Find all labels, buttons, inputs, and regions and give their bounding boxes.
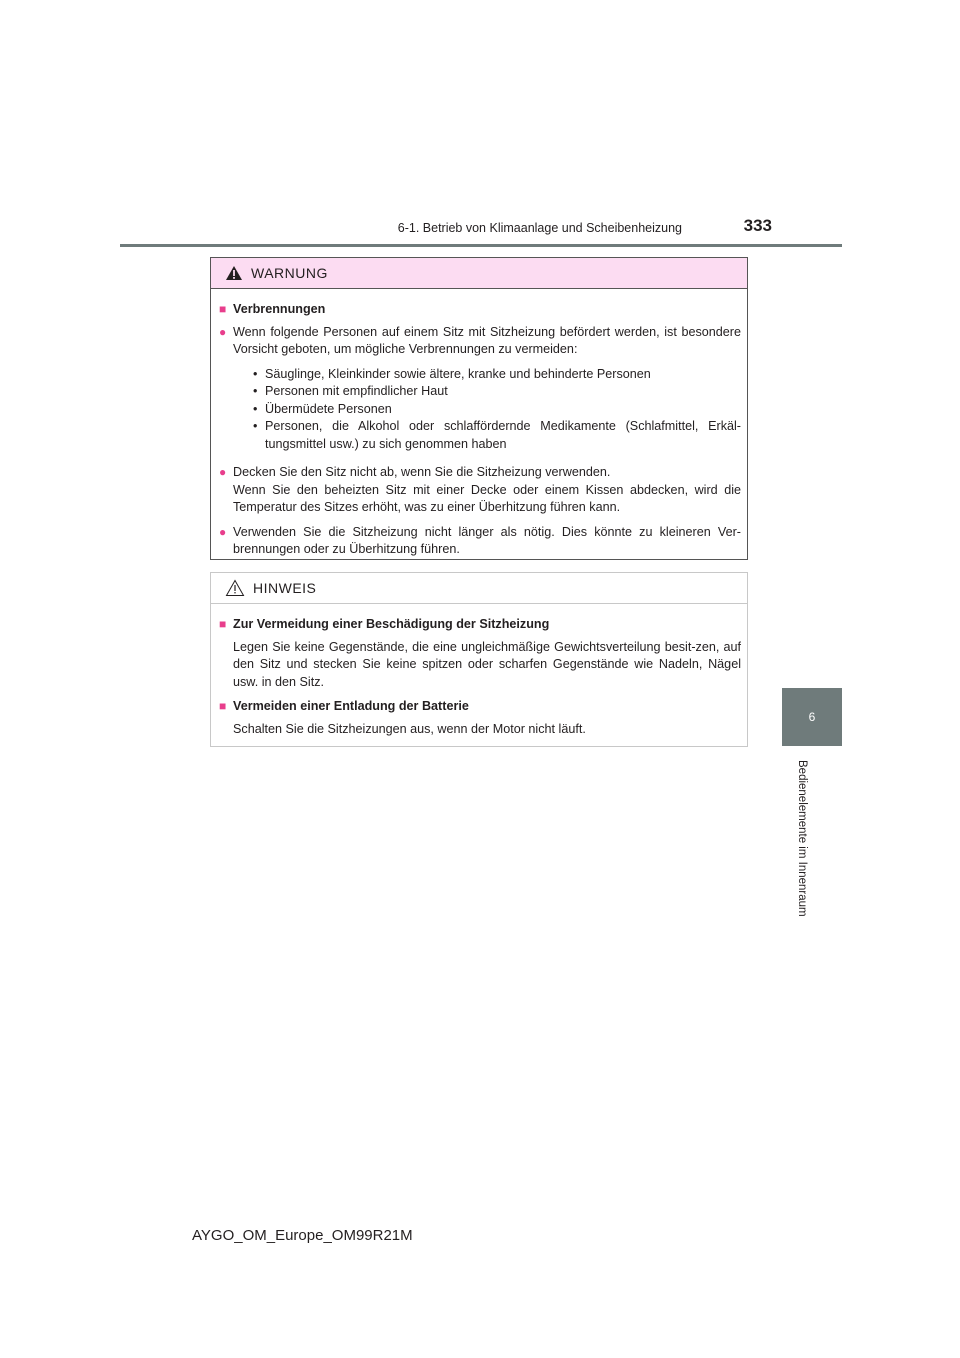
item-text: Verwenden Sie die Sitzheizung nicht länger als nötig. Dies könnte zu kleineren Ver-brennungen oder zu Überhitzung führen. [233,524,741,556]
list-item: • Säuglinge, Kleinkinder sowie ältere, kranke und behinderte Personen [233,366,741,384]
persons-list [233,366,741,454]
section-heading [219,301,741,319]
document-code: AYGO_OM_Europe_OM99R21M [192,1227,413,1244]
header-divider [120,244,842,247]
item-text: Wenn Sie den beheizten Sitz mit einer Decke oder einem Kissen abdecken, wird die Temperatur des Sitzes erhöht, was zu einer Überhitzung führen kann. [233,482,741,514]
chapter-label: Bedienelemente im Innenraum [796,760,808,917]
warning-header [211,258,747,289]
notice-header [211,573,747,604]
square-bullet-icon: ■ [219,617,227,631]
list-item: • Übermüdete Personen [233,401,741,419]
square-bullet-icon: ■ [219,302,227,316]
section-heading-text: Zur Vermeidung einer Beschädigung der Sitzheizung [233,617,550,631]
chapter-section-title: 6-1. Betrieb von Klimaanlage und Scheibenheizung [397,221,682,235]
warning-body [211,289,747,559]
notice-box [210,572,748,747]
caution-triangle-icon [225,579,245,597]
chapter-number: 6 [808,710,816,724]
circle-bullet-icon: ● [219,324,227,339]
notice-body [211,604,747,738]
circle-bullet-icon: ● [219,524,227,539]
item-text: Wenn folgende Personen auf einem Sitz mit Sitzheizung befördert werden, ist besondere Vorsicht geboten, um mögliche Verbrennungen zu vermeiden: [233,324,741,356]
list-item [219,524,741,559]
paragraph: Schalten Sie die Sitzheizungen aus, wenn der Motor nicht läuft. [233,721,586,736]
section-heading [219,616,741,634]
chapter-tab [782,688,842,746]
paragraph: Legen Sie keine Gegenstände, die eine ungleichmäßige Gewichtsverteilung besit-zen, auf den Sitz und stecken Sie keine spitzen oder scharfen Gegenstände wie Nadeln, Nägel usw. in den Sitz. [233,639,741,689]
square-bullet-icon: ■ [219,699,227,713]
circle-bullet-icon: ● [219,465,227,479]
item-text: Decken Sie den Sitz nicht ab, wenn Sie die Sitzheizung verwenden. [233,465,611,479]
section-heading-text: Vermeiden einer Entladung der Batterie [233,699,469,713]
warning-triangle-icon [225,265,243,281]
list-item: • Personen, die Alkohol oder schlaffördernde Medikamente (Schlafmittel, Erkäl-tungsmittel usw.) zu sich genommen haben [233,418,741,453]
warning-title: WARNUNG [251,265,328,281]
list-item [219,324,741,458]
section-heading [219,698,741,716]
list-item: • Personen mit empfindlicher Haut [233,383,741,401]
warning-box [210,257,748,560]
notice-title: HINWEIS [253,580,317,596]
list-item [219,464,741,517]
section-heading-text: Verbrennungen [233,302,326,316]
page-number: 333 [743,216,772,235]
